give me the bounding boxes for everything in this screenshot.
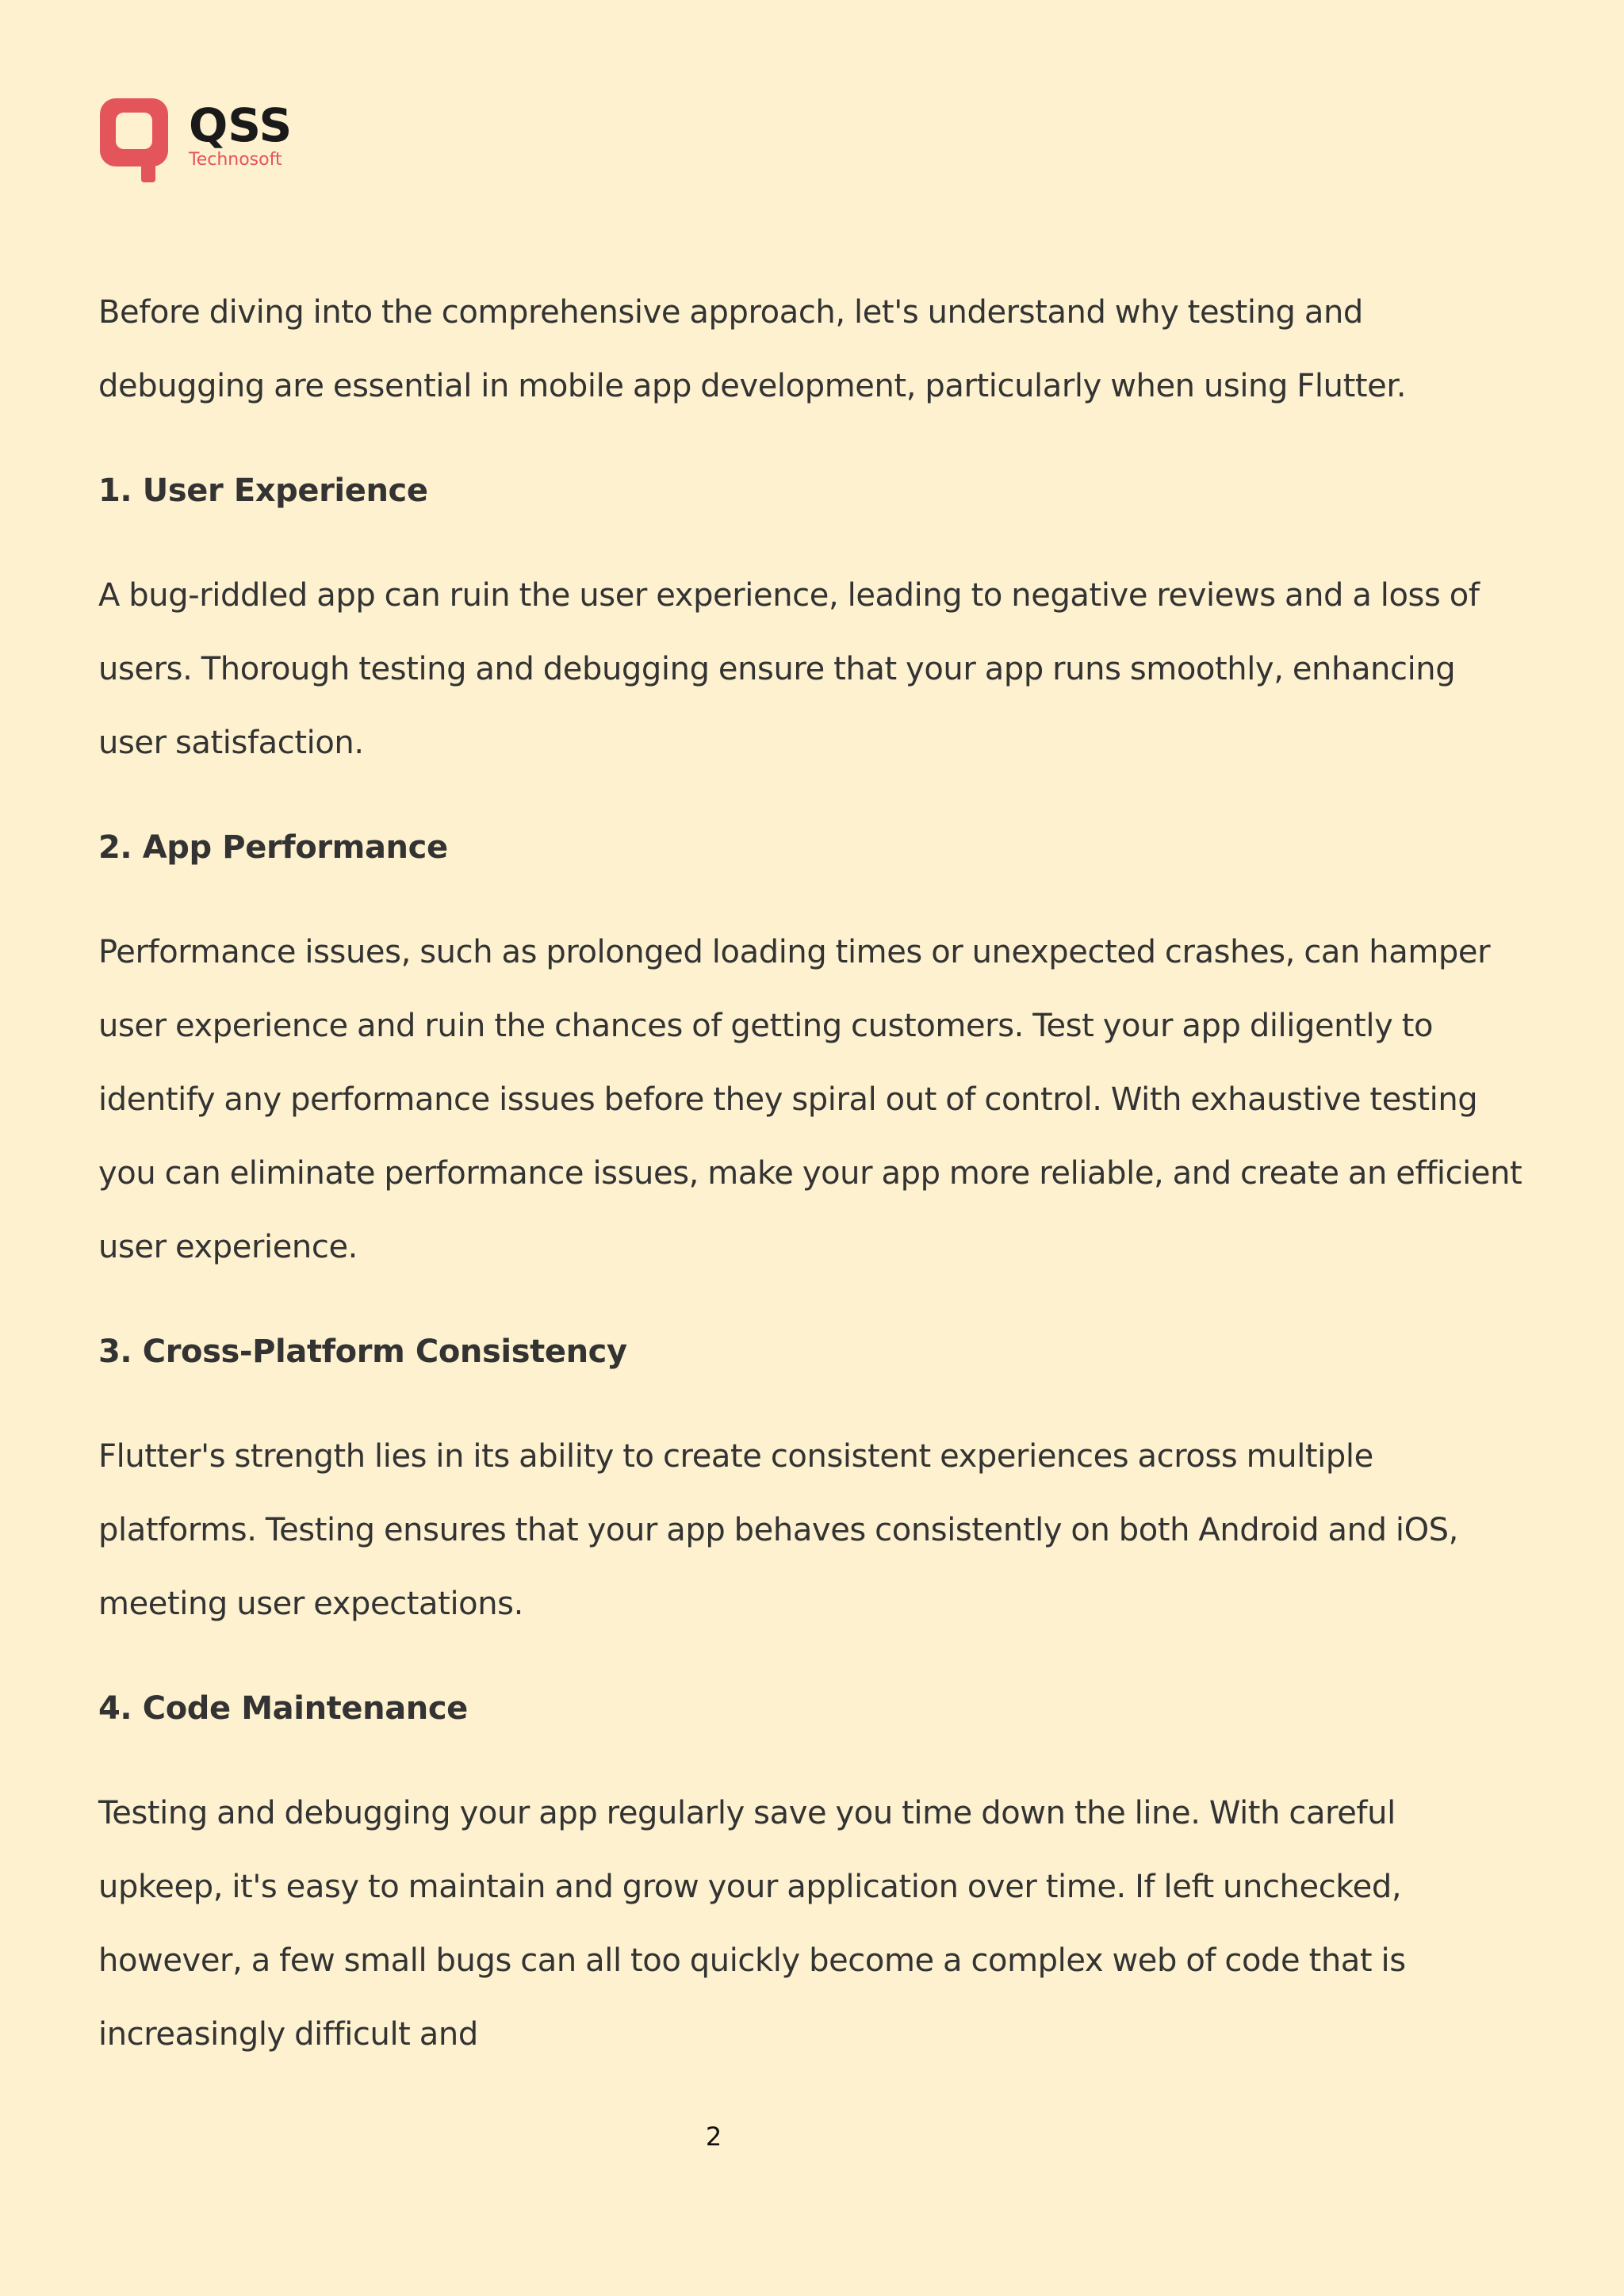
section-body-user-experience: A bug-riddled app can ruin the user experience, leading to negative reviews and a loss of users. Thorough testing and debugging ensure that your app runs smoothly, enhancing user satisfaction. <box>98 577 1480 761</box>
section-heading-cross-platform: 3. Cross-Platform Consistency <box>98 1334 627 1370</box>
section-heading-user-experience: 1. User Experience <box>98 473 428 509</box>
document-body <box>98 276 1526 2072</box>
section-body-cross-platform: Flutter's strength lies in its ability to create consistent experiences across multiple platforms. Testing ensures that your app behaves consistently on both Android and iOS, meeting user expectations. <box>98 1438 1458 1622</box>
logo-tagline-text: Technosoft <box>189 150 282 170</box>
logo-brand-text: QSS <box>189 98 293 152</box>
section-body-code-maintenance: Testing and debugging your app regularly save you time down the line. With careful upkeep, it's easy to maintain and grow your application over time. If left unchecked, however, a few small bugs can all too quickly become a complex web of code that is increasingly difficult and <box>98 1795 1406 2053</box>
qss-logo-mark <box>98 97 304 184</box>
company-logo <box>98 97 304 184</box>
section-body-app-performance: Performance issues, such as prolonged loading times or unexpected crashes, can hamper user experience and ruin the chances of getting customers. Test your app diligently to identify any performance issues before they spiral out of control. With exhaustive testing you can eliminate performance issues, make your app more reliable, and create an efficient user experience. <box>98 934 1522 1265</box>
section-heading-code-maintenance: 4. Code Maintenance <box>98 1690 468 1727</box>
intro-paragraph: Before diving into the comprehensive approach, let's understand why testing and debugging are essential in mobile app development, particularly when using Flutter. <box>98 294 1407 404</box>
page-number: 2 <box>705 2122 722 2152</box>
section-heading-app-performance: 2. App Performance <box>98 829 448 866</box>
